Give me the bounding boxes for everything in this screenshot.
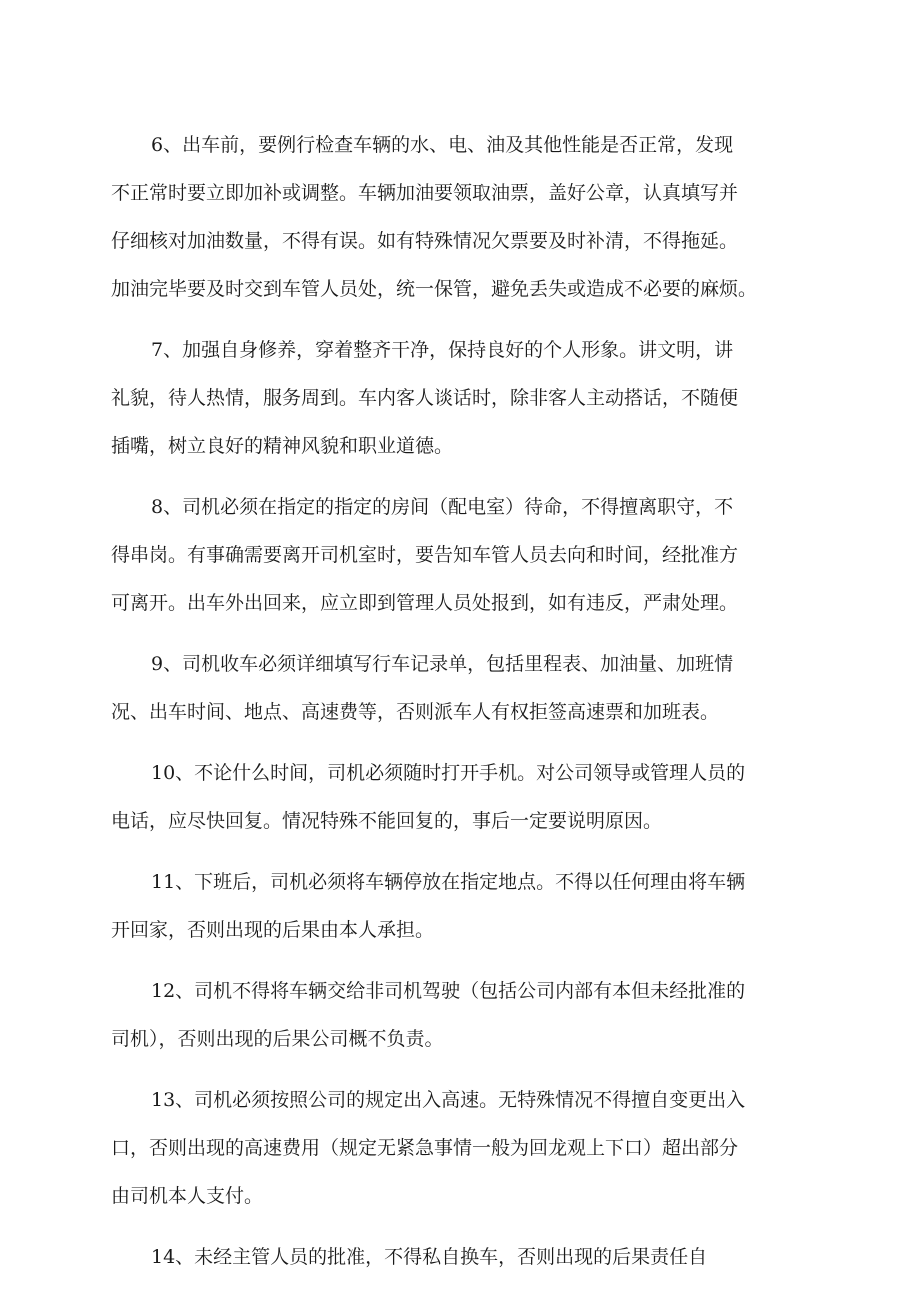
paragraph-line: 由司机本人支付。 xyxy=(111,1185,264,1207)
paragraph-line: 可离开。出车外出回来，应立即到管理人员处报到，如有违反，严肃处理。 xyxy=(111,592,739,614)
paragraph-line: 10、不论什么时间，司机必须随时打开手机。对公司领导或管理人员的 xyxy=(151,762,746,784)
paragraph-line: 电话，应尽快回复。情况特殊不能回复的，事后一定要说明原因。 xyxy=(111,810,663,832)
paragraph-line: 况、出车时间、地点、高速费等，否则派车人有权拒签高速票和加班表。 xyxy=(111,701,720,723)
paragraph-line: 14、未经主管人员的批准，不得私自换车，否则出现的后果责任自 xyxy=(151,1246,708,1268)
paragraph-line: 插嘴，树立良好的精神风貌和职业道德。 xyxy=(111,435,454,457)
rule-paragraph-10 xyxy=(111,749,813,845)
paragraph-line: 礼貌，待人热情，服务周到。车内客人谈话时，除非客人主动搭话，不随便 xyxy=(111,387,739,409)
paragraph-line: 得串岗。有事确需要离开司机室时，要告知车管人员去向和时间，经批准方 xyxy=(111,544,739,566)
paragraph-line: 9、司机收车必须详细填写行车记录单，包括里程表、加油量、加班情 xyxy=(151,653,734,675)
paragraph-line: 口，否则出现的高速费用（规定无紧急事情一般为回龙观上下口）超出部分 xyxy=(111,1137,739,1159)
rule-paragraph-8 xyxy=(111,483,813,627)
paragraph-line: 11、下班后，司机必须将车辆停放在指定地点。不得以任何理由将车辆 xyxy=(151,871,746,893)
paragraph-line: 12、司机不得将车辆交给非司机驾驶（包括公司内部有本但未经批准的 xyxy=(151,980,746,1002)
paragraph-line: 13、司机必须按照公司的规定出入高速。无特殊情况不得擅自变更出入 xyxy=(151,1089,746,1111)
paragraph-line: 7、加强自身修养，穿着整齐干净，保持良好的个人形象。讲文明，讲 xyxy=(151,339,734,361)
rule-paragraph-6 xyxy=(111,121,813,313)
rule-paragraph-13 xyxy=(111,1076,813,1220)
rule-paragraph-9 xyxy=(111,640,813,736)
rule-paragraph-14 xyxy=(111,1233,813,1281)
paragraph-line: 开回家，否则出现的后果由本人承担。 xyxy=(111,919,435,941)
rule-paragraph-7 xyxy=(111,326,813,470)
document-body xyxy=(111,121,813,1294)
paragraph-line: 不正常时要立即加补或调整。车辆加油要领取油票，盖好公章，认真填写并 xyxy=(111,182,739,204)
paragraph-line: 6、出车前，要例行检查车辆的水、电、油及其他性能是否正常，发现 xyxy=(151,134,734,156)
paragraph-line: 司机），否则出现的后果公司概不负责。 xyxy=(111,1028,444,1050)
rule-paragraph-12 xyxy=(111,967,813,1063)
rule-paragraph-11 xyxy=(111,858,813,954)
paragraph-line: 8、司机必须在指定的指定的房间（配电室）待命，不得擅离职守，不 xyxy=(151,496,734,518)
paragraph-line: 加油完毕要及时交到车管人员处，统一保管，避免丢失或造成不必要的麻烦。 xyxy=(111,278,758,300)
paragraph-line: 仔细核对加油数量，不得有误。如有特殊情况欠票要及时补清，不得拖延。 xyxy=(111,230,739,252)
